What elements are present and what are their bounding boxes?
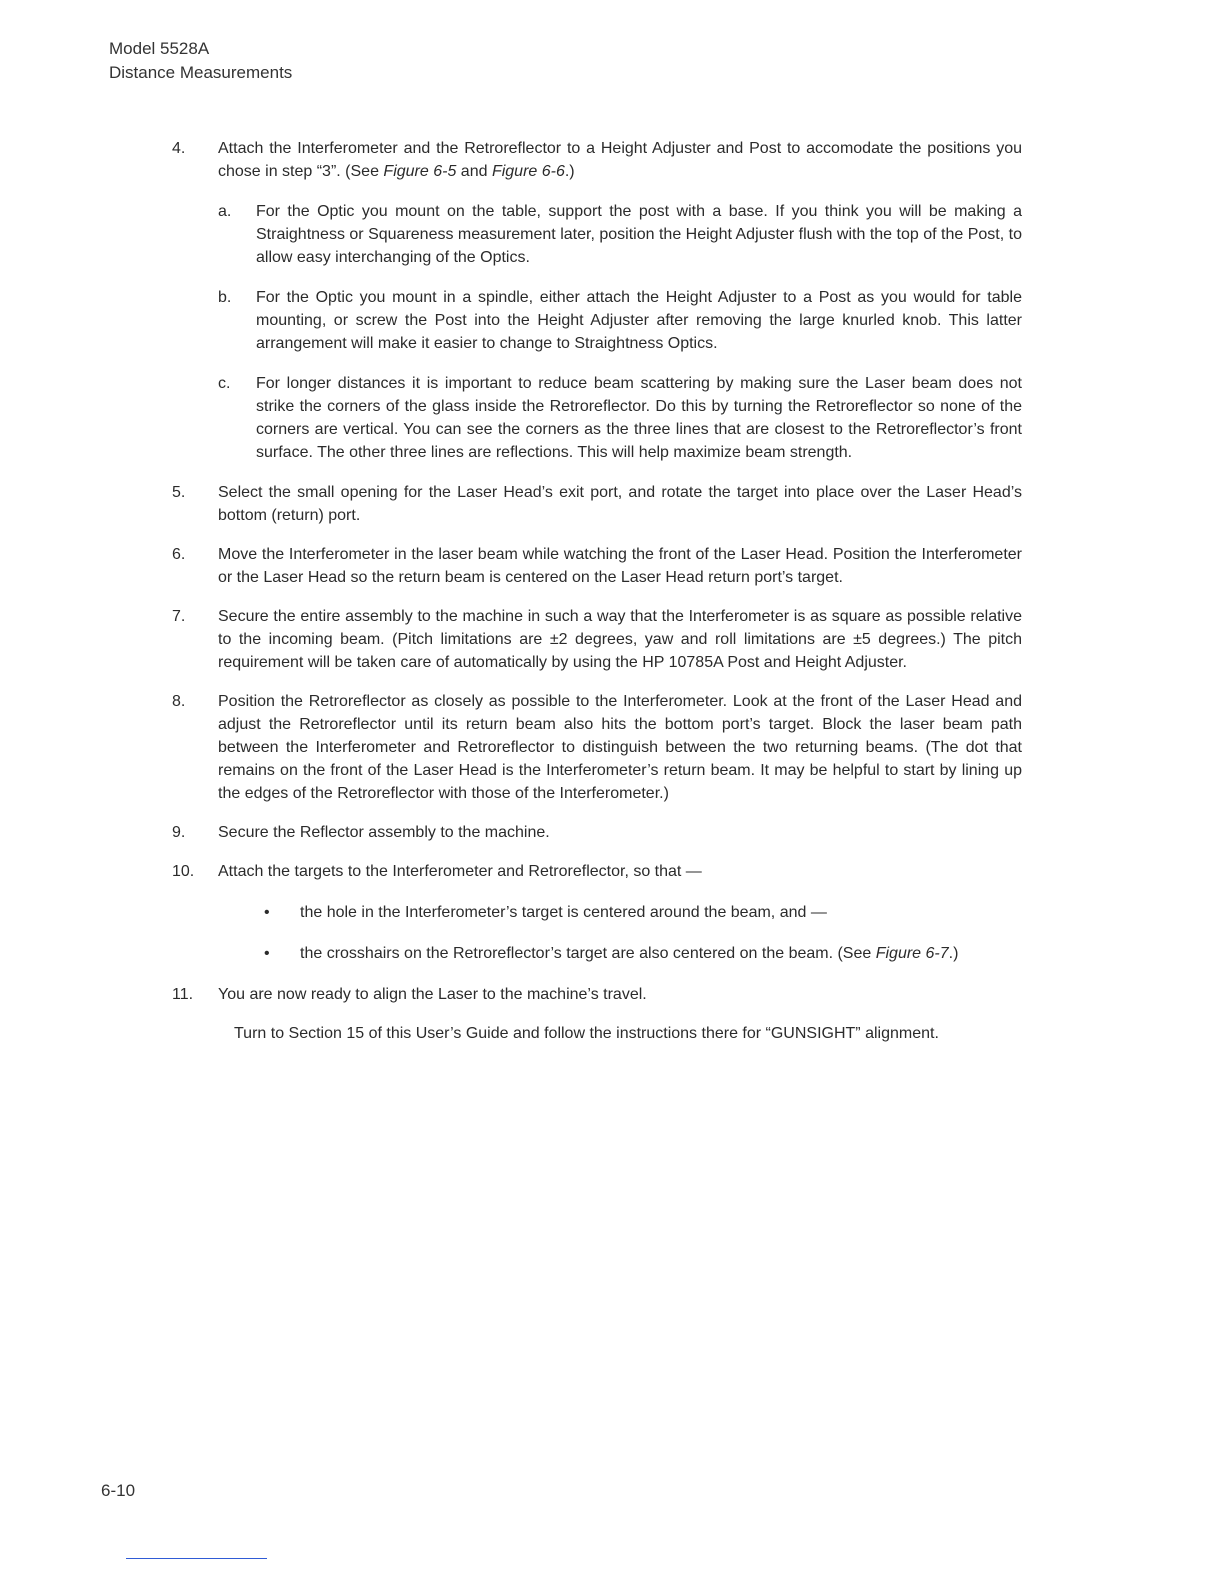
substep-list xyxy=(218,200,1022,464)
step-text: Secure the entire assembly to the machine in such a way that the Interferometer is as square as possible relative to the incoming beam. (Pitch limitations are ±2 degrees, yaw and roll limitations are ±5 degrees.) The pitch requirement will be taken care of automatically by using the HP 10785A Post and Height Adjuster. xyxy=(218,608,1022,671)
bullet-item xyxy=(254,942,1022,965)
substep-letter: b. xyxy=(218,289,232,306)
bullet-item xyxy=(254,901,1022,924)
step-text: Secure the Reflector assembly to the machine. xyxy=(218,824,550,841)
step-5 xyxy=(172,481,1022,527)
substep-a xyxy=(218,200,1022,269)
bullet-list xyxy=(218,901,1022,965)
bullet-text: the hole in the Interferometer’s target is centered around the beam, and — xyxy=(300,904,827,921)
bullet-text: the crosshairs on the Retroreflector’s target are also centered on the beam. (See Figure 6-7.) xyxy=(300,945,959,962)
step-11 xyxy=(172,983,1022,1006)
model-title: Model 5528A xyxy=(109,39,210,58)
substep-text: For the Optic you mount on the table, support the post with a base. If you think you will be making a Straightness or Squareness measurement later, position the Height Adjuster flush with the top of the Post, to allow easy interchanging of the Optics. xyxy=(256,203,1022,266)
substep-c xyxy=(218,372,1022,464)
step-number: 9. xyxy=(172,824,186,841)
section-title: Distance Measurements xyxy=(109,63,293,82)
step-number: 5. xyxy=(172,484,186,501)
substep-b xyxy=(218,286,1022,355)
substep-text: For the Optic you mount in a spindle, either attach the Height Adjuster to a Post as you would for table mounting, or screw the Post into the Height Adjuster after removing the large knurled knob. This latter arrangement will make it easier to change to Straightness Optics. xyxy=(256,289,1022,352)
step-number: 6. xyxy=(172,546,186,563)
step-4 xyxy=(172,137,1022,464)
step-10 xyxy=(172,860,1022,965)
step-text: Select the small opening for the Laser Head’s exit port, and rotate the target into place over the Laser Head’s bottom (return) port. xyxy=(218,484,1022,524)
step-number: 10. xyxy=(172,863,195,880)
page-header xyxy=(109,37,292,85)
substep-text: For longer distances it is important to reduce beam scattering by making sure the Laser beam does not strike the corners of the glass inside the Retroreflector. Do this by turning the Retroreflector so none of the corners are vertical. You can see the corners as the three lines that are closest to the Retroreflector’s front surface. The other three lines are reflections. This will help maximize beam strength. xyxy=(256,375,1022,461)
figure-ref: Figure 6-5 xyxy=(383,163,457,180)
step-number: 11. xyxy=(172,986,194,1003)
footer-divider xyxy=(126,1558,267,1559)
step-text: Attach the targets to the Interferometer and Retroreflector, so that — xyxy=(218,863,702,880)
bullet-icon: • xyxy=(264,904,270,921)
step-text: Move the Interferometer in the laser beam while watching the front of the Laser Head. Position the Interferometer or the Laser Head so the return beam is centered on the Laser Head return port’s target. xyxy=(218,546,1022,586)
step-text: You are now ready to align the Laser to the machine’s travel. xyxy=(218,986,647,1003)
substep-letter: c. xyxy=(218,375,231,392)
step-7 xyxy=(172,605,1022,674)
page-number: 6-10 xyxy=(101,1481,136,1500)
step-number: 8. xyxy=(172,693,186,710)
step-text: Position the Retroreflector as closely as possible to the Interferometer. Look at the front of the Laser Head and adjust the Retroreflector until its return beam also hits the bottom port’s target. Block the laser beam path between the Interferometer and Retroreflector to distinguish between the two returning beams. (The dot that remains on the front of the Laser Head is the Interferometer’s return beam. It may be helpful to start by lining up the edges of the Retroreflector with those of the Interferometer.) xyxy=(218,693,1022,802)
step-number: 7. xyxy=(172,608,186,625)
substep-letter: a. xyxy=(218,203,232,220)
figure-ref: Figure 6-7 xyxy=(875,945,949,962)
step-6 xyxy=(172,543,1022,589)
bullet-icon: • xyxy=(264,945,270,962)
figure-ref: Figure 6-6 xyxy=(491,163,565,180)
step-9 xyxy=(172,821,1022,844)
step-number: 4. xyxy=(172,140,186,157)
instructions-body xyxy=(172,137,1022,1045)
step-text: Attach the Interferometer and the Retroreflector to a Height Adjuster and Post to accomodate the positions you chose in step “3”. (See Figure 6-5 and Figure 6-6.) xyxy=(218,140,1022,180)
gunsight-note: Turn to Section 15 of this User’s Guide and follow the instructions there for “GUNSIGHT” alignment. xyxy=(234,1025,939,1042)
step-8 xyxy=(172,690,1022,805)
